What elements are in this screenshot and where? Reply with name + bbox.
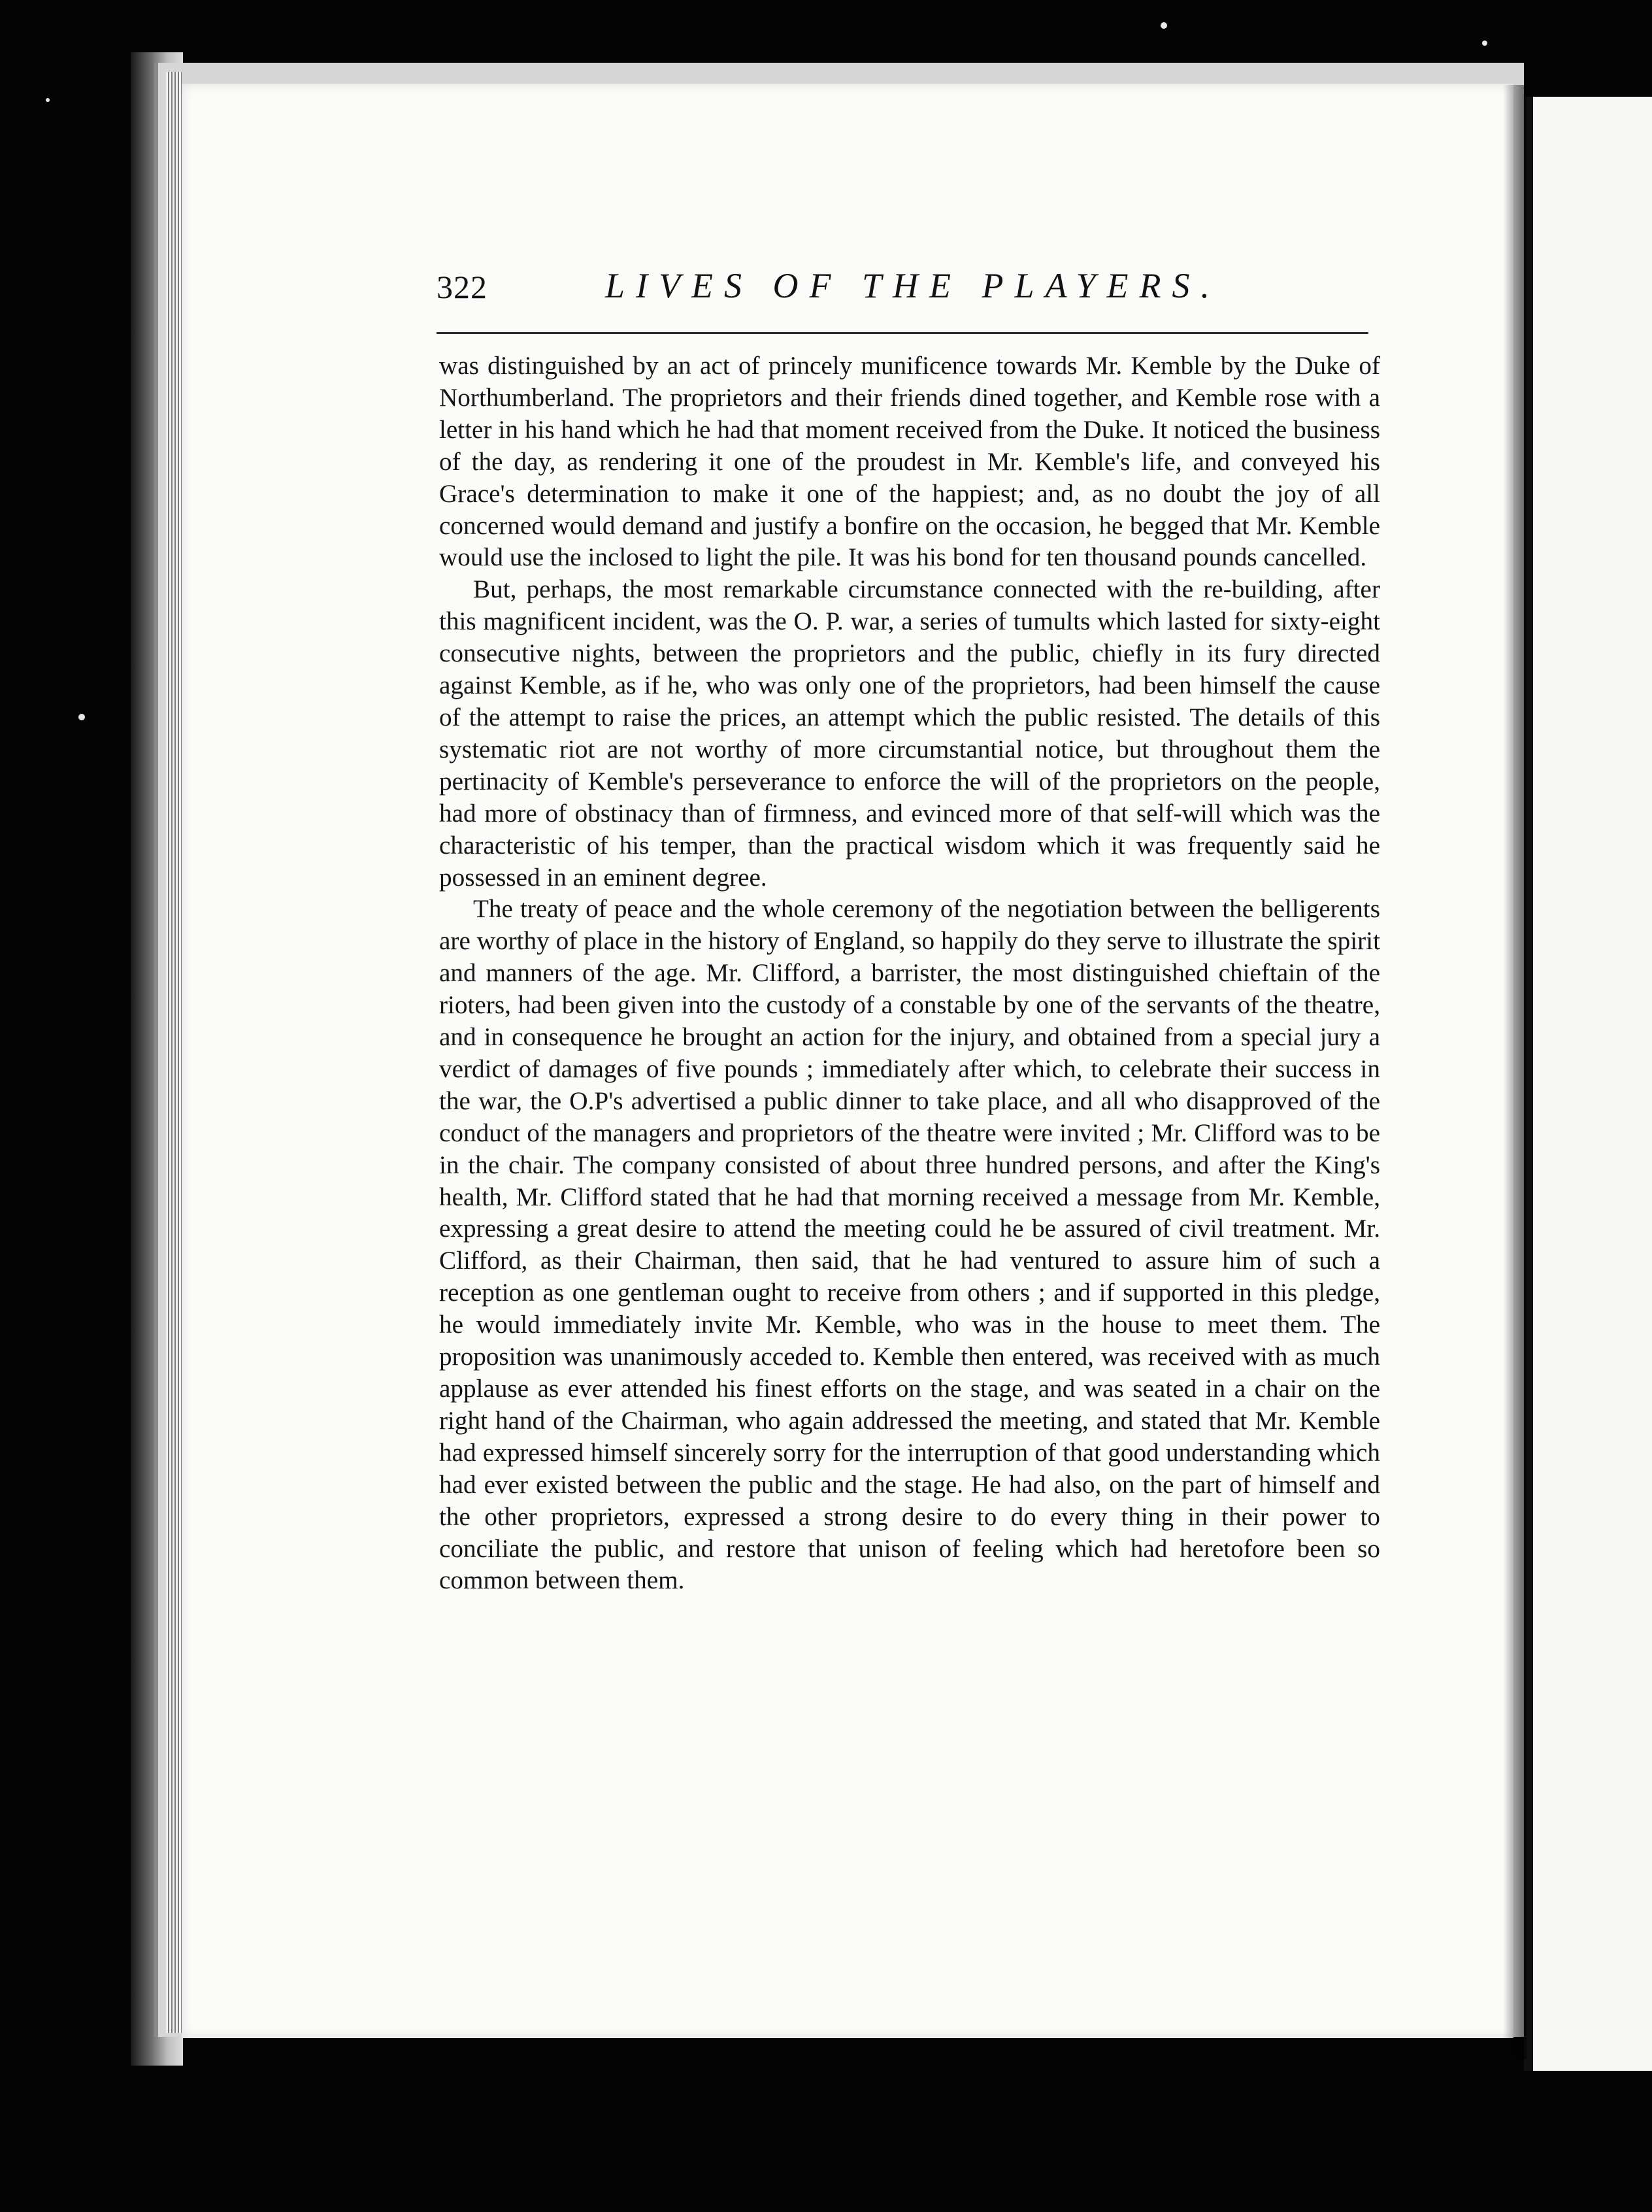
dust-speck — [46, 98, 50, 102]
header-rule — [437, 332, 1368, 334]
paragraph: was distinguished by an act of princely munificence towards Mr. Kemble by the Duke of Northumberland. The proprietors and their friends dined together, and Kemble rose with a letter in his hand which he had that moment received from the Duke. It noticed the business of the day, as rendering it one of the proudest in Mr. Kemble's life, and conveyed his Grace's determination to make it one of the happiest; and, as no doubt the joy of all concerned would demand and justify a bonfire on the occasion, he begged that Mr. Kemble would use the inclosed to light the pile. It was his bond for ten thousand pounds cancelled. — [439, 352, 1380, 572]
dust-speck — [78, 714, 85, 720]
paragraph: The treaty of peace and the whole ceremony of the negotiation between the belligerents are worthy of place in the history of England, so happily do they serve to illustrate the spirit and manners of the age. Mr. Clifford, a barrister, the most distinguished chieftain of the rioters, had been given into the custody of a constable by one of the servants of the theatre, and in consequence he brought an action for the injury, and obtained from a special jury a verdict of damages of five pounds ; immediately after which, to celebrate their success in the war, the O.P's advertised a public dinner to take place, and all who disapproved of the conduct of the managers and proprietors of the theatre were invited ; Mr. Clifford was to be in the chair. The company consisted of about three hundred persons, and after the King's health, Mr. Clifford stated that he had that morning received a message from Mr. Kemble, expressing a great desire to attend the meeting could he be assured of civil treatment. Mr. Clifford, as their Chairman, then said, that he had ventured to assure him of such a reception as one gentleman ought to receive from others ; and if supported in this pledge, he would immediately invite Mr. Kemble, who was in the house to meet them. The proposition was unanimously acceded to. Kemble then entered, was received with as much applause as ever attended his finest efforts on the stage, and was seated in a chair on the right hand of the Chairman, who again addressed the meeting, and stated that Mr. Kemble had expressed himself sincerely sorry for the interruption of that good understanding which had ever existed between the public and the stage. He had also, on the part of himself and the other proprietors, expressed a strong desire to do every thing in their power to conciliate the public, and restore that unison of feeling which had heretofore been so common between them. — [439, 895, 1380, 1595]
dust-speck — [1161, 22, 1167, 29]
page-header — [437, 265, 1364, 324]
body-text — [439, 350, 1380, 1597]
dust-speck — [1482, 41, 1487, 46]
paragraph: But, perhaps, the most remarkable circumstance connected with the re-building, after this magnificent incident, was the O. P. war, a series of tumults which lasted for sixty-eight consecutive nights, between the proprietors and the public, chiefly in its fury directed against Kemble, as if he, who was only one of the proprietors, had been himself the cause of the attempt to raise the prices, an attempt which the public resisted. The details of this systematic riot are not worthy of more circumstantial notice, but throughout them the pertinacity of Kemble's perseverance to enforce the will of the proprietors on the people, had more of obstinacy than of firmness, and evinced more of that self-will which was the characteristic of his temper, than the practical wisdom which it was frequently said he possessed in an eminent degree. — [439, 575, 1380, 892]
gutter-shadow — [1503, 85, 1527, 2059]
page-edges — [166, 72, 182, 2033]
facing-page-edge — [1524, 97, 1652, 2071]
running-title: LIVES OF THE PLAYERS. — [605, 266, 1221, 305]
page-number: 322 — [437, 269, 487, 305]
